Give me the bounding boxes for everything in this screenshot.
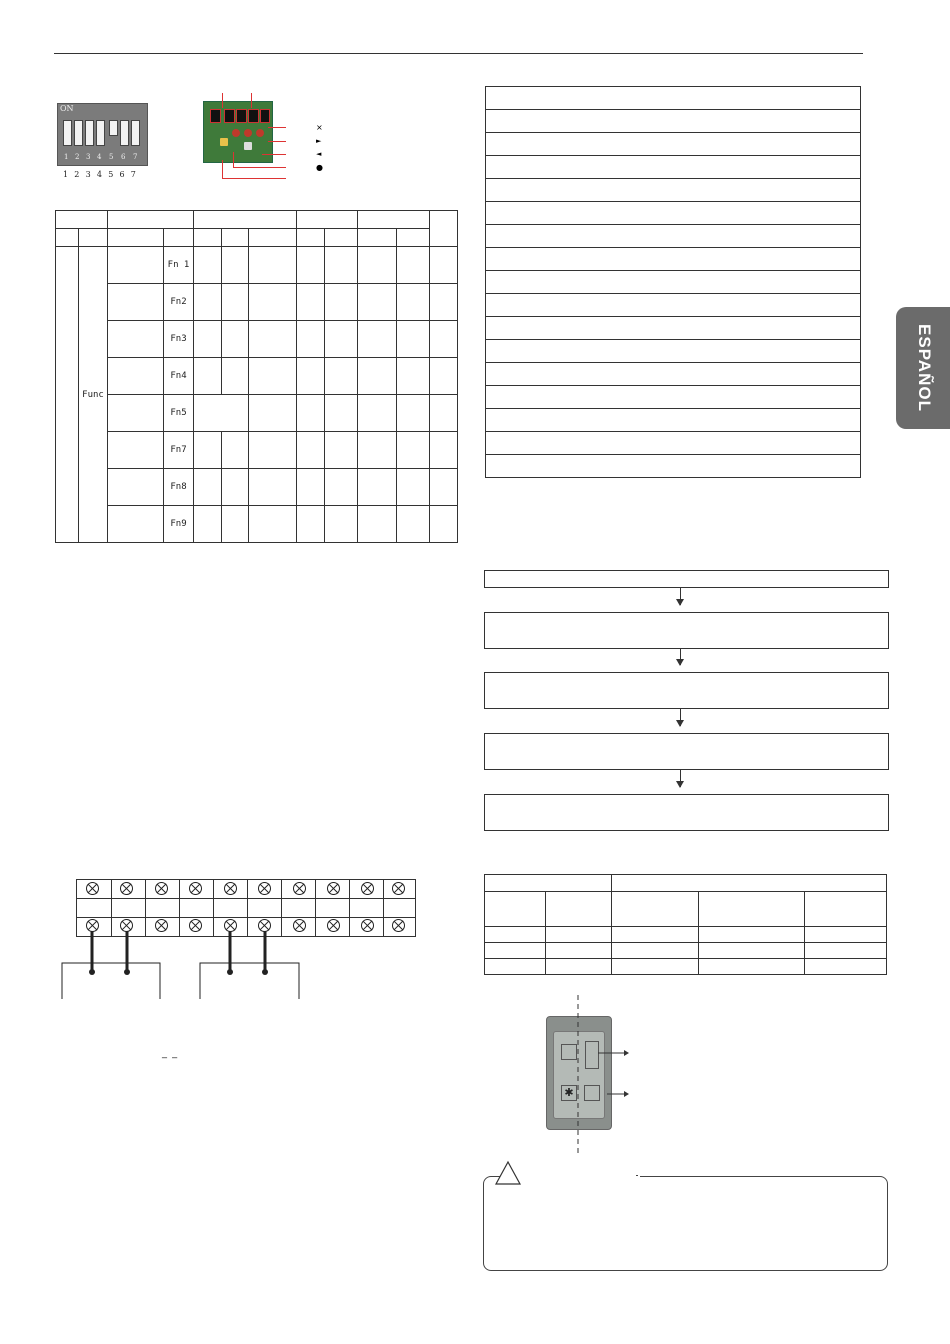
- fn-code: Fn5: [164, 395, 194, 432]
- dip-on-label: ON: [60, 104, 74, 113]
- dip-number: 4: [97, 153, 102, 161]
- legend-symbol-left: ◄: [316, 150, 322, 158]
- dip-number: 1: [64, 153, 69, 161]
- dip-number: 3: [86, 153, 91, 161]
- fn-code: Fn8: [164, 469, 194, 506]
- fn-code: Fn4: [164, 358, 194, 395]
- fn-code: Fn 1: [164, 247, 194, 284]
- caution-box: [483, 1176, 888, 1271]
- legend-symbol-dot: ●: [316, 163, 323, 172]
- fn-code: Fn7: [164, 432, 194, 469]
- legend-symbol-x: ×: [316, 123, 323, 132]
- fn-code: Fn2: [164, 284, 194, 321]
- remote-callouts: [540, 995, 650, 1155]
- language-tab-label: ESPAÑOL: [915, 324, 934, 412]
- snowflake-icon: ✱: [561, 1085, 577, 1101]
- dip-number: 2: [75, 153, 80, 161]
- dip-number: 6: [121, 153, 126, 161]
- func-group-label: Func: [79, 247, 108, 543]
- fn-code: Fn3: [164, 321, 194, 358]
- warning-icon: [494, 1160, 522, 1186]
- wiring-dash-marks: _ _: [162, 1048, 179, 1059]
- dip-outside-numbers: 1 2 3 4 5 6 7: [63, 170, 136, 179]
- dip-number: 7: [133, 153, 138, 161]
- fn-code: Fn9: [164, 506, 194, 543]
- legend-symbol-right: ►: [316, 137, 322, 145]
- dip-number: 5: [109, 153, 114, 161]
